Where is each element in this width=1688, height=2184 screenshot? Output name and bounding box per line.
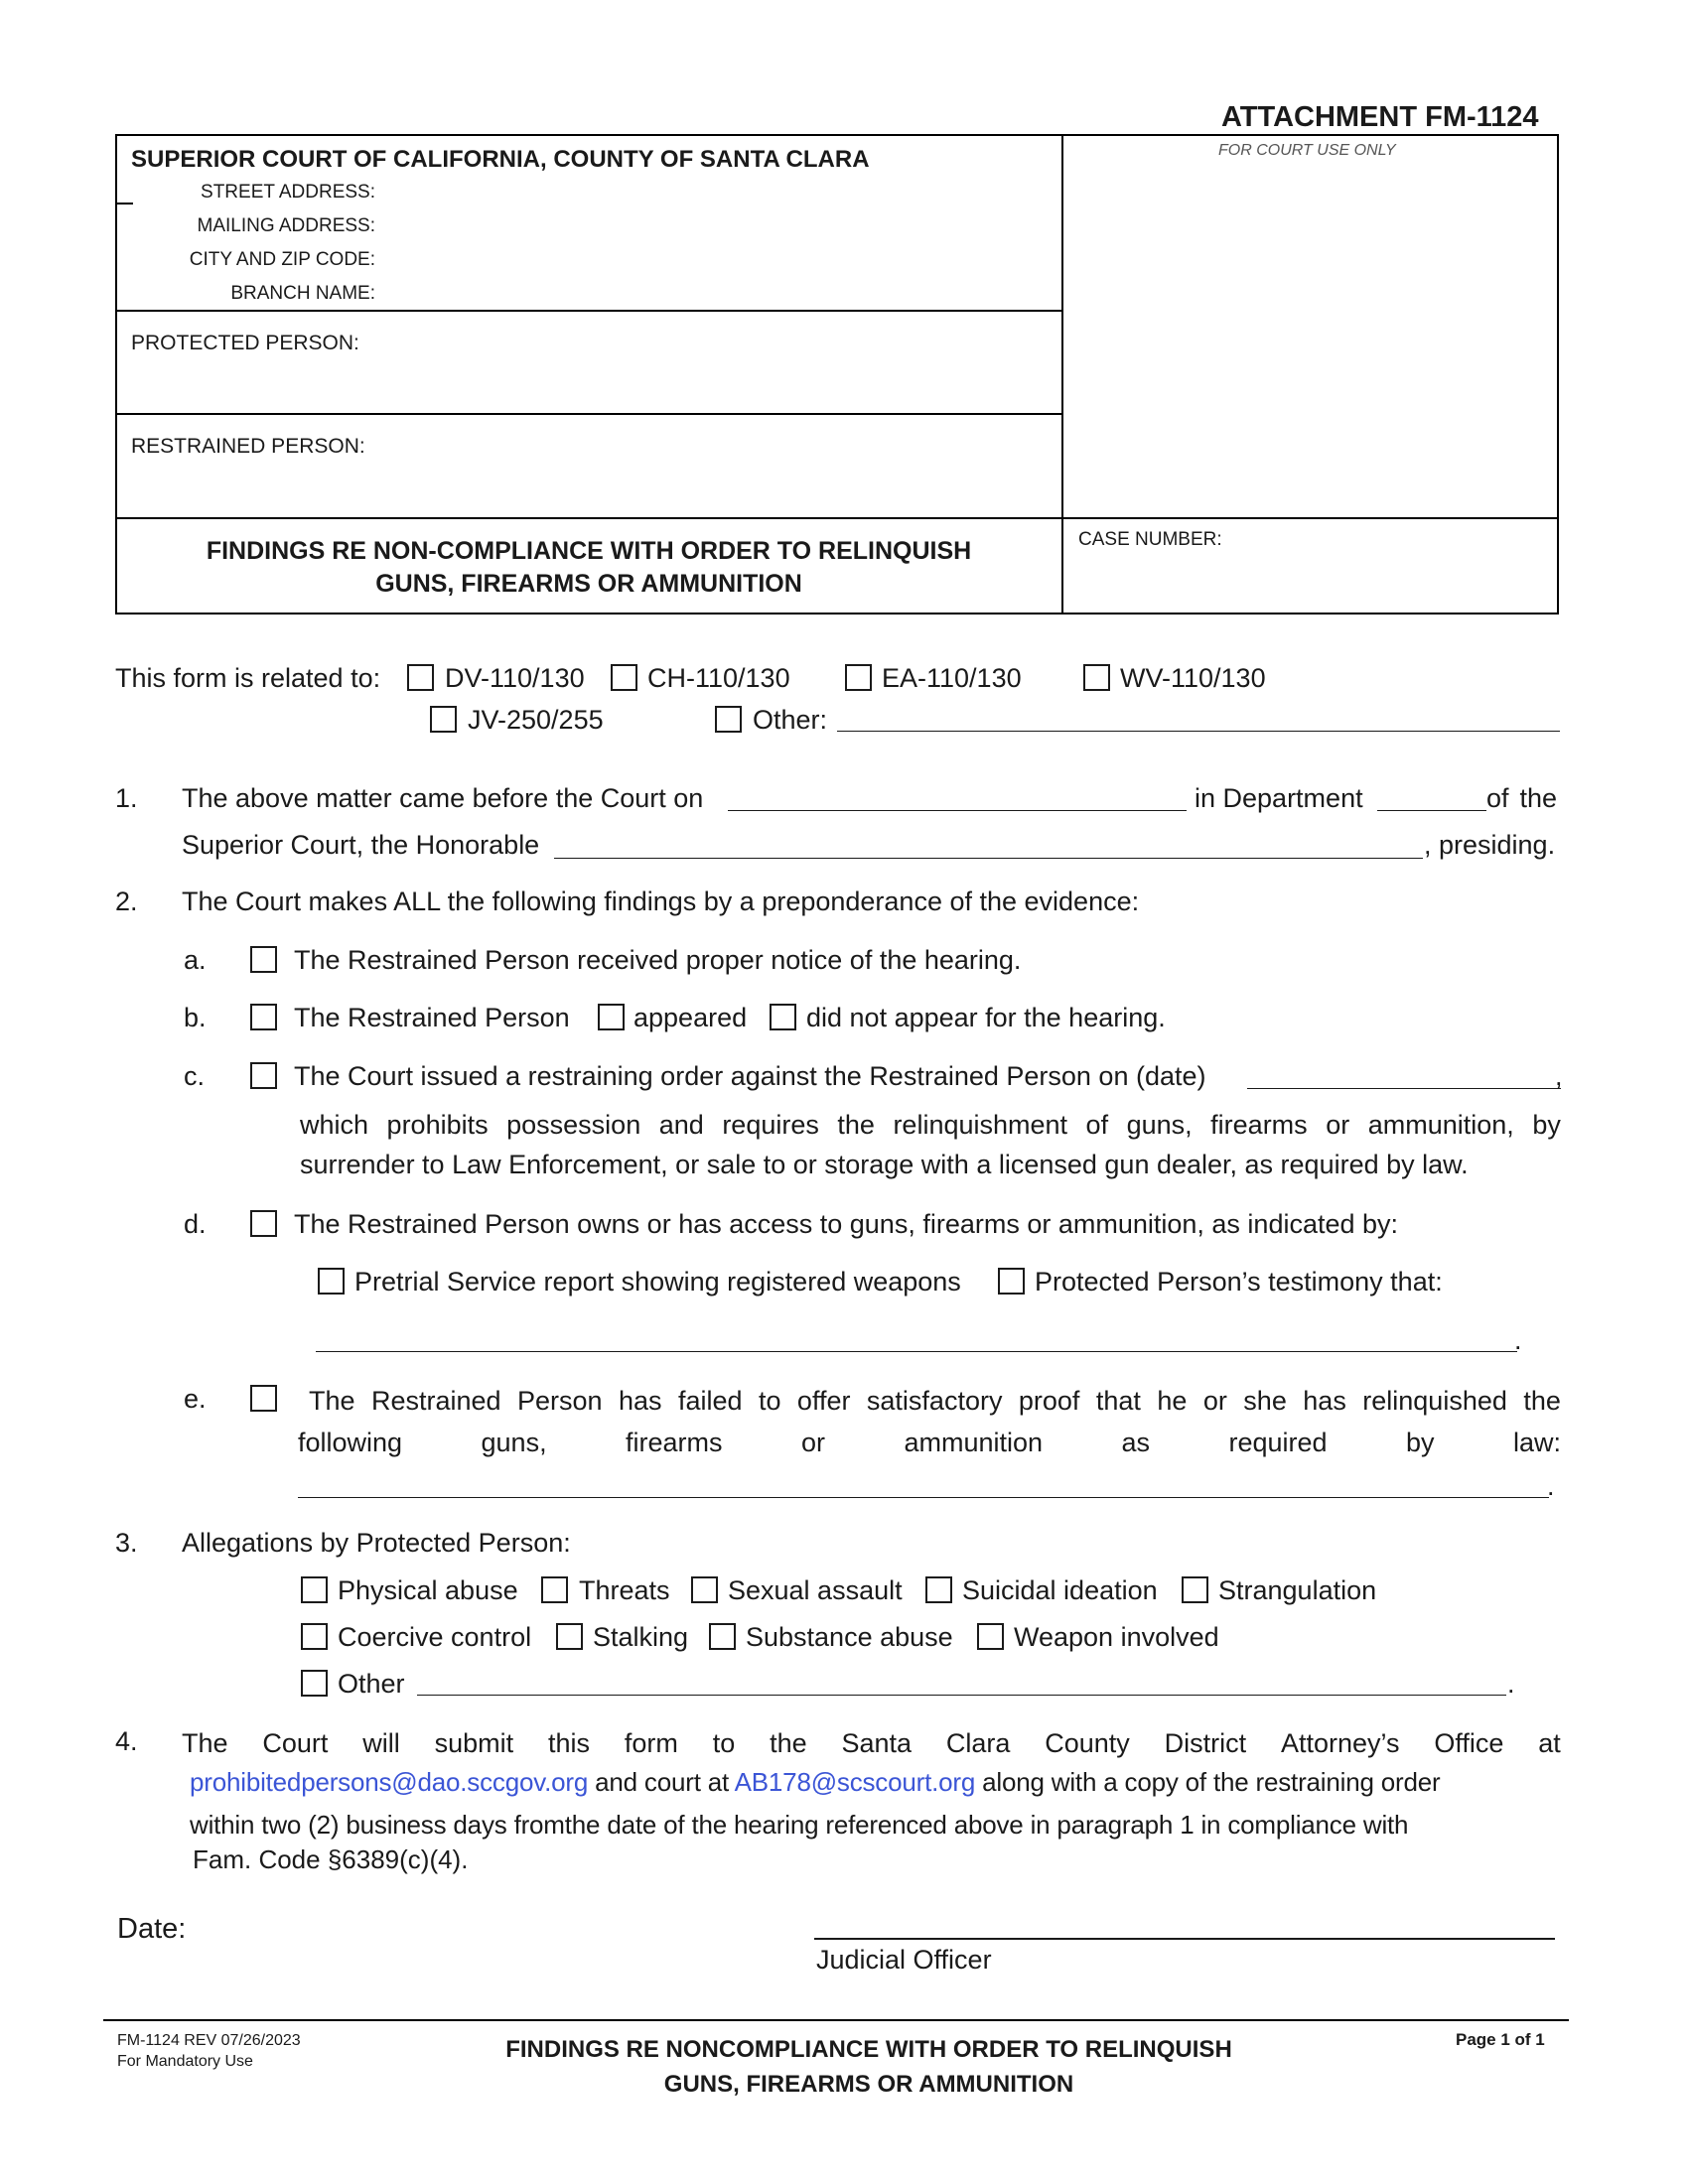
- judicial-officer-label: Judicial Officer: [816, 1945, 992, 1975]
- item1-text-a: The above matter came before the Court on: [182, 783, 704, 813]
- item1-text-d: Superior Court, the Honorable: [182, 830, 540, 860]
- item3-period: .: [1507, 1669, 1515, 1699]
- i4-w7: the: [770, 1728, 807, 1758]
- c2-w0: which: [300, 1110, 369, 1140]
- checkbox-threats[interactable]: [541, 1576, 568, 1603]
- item2e-line1: [309, 1386, 1561, 1417]
- item3-number: 3.: [115, 1528, 138, 1558]
- item2e-letter: e.: [184, 1384, 207, 1414]
- footer-title-line1: FINDINGS RE NONCOMPLIANCE WITH ORDER TO RELINQUISH: [505, 2036, 1232, 2063]
- item2e-period: .: [1547, 1471, 1555, 1501]
- c2-w11: ammunition,: [1367, 1110, 1514, 1140]
- checkbox-2d[interactable]: [250, 1210, 277, 1237]
- form-title-line1: FINDINGS RE NON-COMPLIANCE WITH ORDER TO RELINQUISH: [206, 537, 972, 565]
- form-title-line2: GUNS, FIREARMS OR AMMUNITION: [375, 570, 802, 598]
- e1-w10: he: [1157, 1386, 1188, 1416]
- c2-w4: requires: [722, 1110, 819, 1140]
- item2d-letter: d.: [184, 1209, 207, 1239]
- i4-w4: this: [547, 1728, 590, 1758]
- c2-w7: of: [1085, 1110, 1109, 1140]
- allegation-stalking: Stalking: [593, 1622, 689, 1652]
- checkbox-dv[interactable]: [407, 664, 434, 691]
- option-dv: DV-110/130: [445, 663, 585, 693]
- i4-w11: District: [1164, 1728, 1247, 1758]
- item2c-line3: surrender to Law Enforcement, or sale to or storage with a licensed gun dealer, as required by law.: [300, 1150, 1469, 1179]
- e1-w8: proof: [1018, 1386, 1080, 1416]
- judge-name-line[interactable]: [554, 858, 1423, 859]
- city-zip-label: CITY AND ZIP CODE:: [189, 249, 375, 270]
- checkbox-substance-abuse[interactable]: [709, 1623, 736, 1650]
- c2-w9: firearms: [1210, 1110, 1308, 1140]
- attachment-title: ATTACHMENT FM-1124: [1221, 101, 1539, 133]
- court-use-only: FOR COURT USE ONLY: [1218, 142, 1396, 159]
- i4-w2: will: [362, 1728, 400, 1758]
- court-email-link[interactable]: AB178@scscourt.org: [734, 1767, 976, 1797]
- caption-rule-2: [115, 413, 1062, 415]
- item1-text-b: in Department: [1195, 783, 1363, 813]
- footer-form-id: FM-1124 REV 07/26/2023: [117, 2032, 301, 2049]
- i4-w1: Court: [262, 1728, 329, 1758]
- i4-w3: submit: [434, 1728, 514, 1758]
- judicial-signature-line[interactable]: [814, 1938, 1555, 1940]
- item3-intro: Allegations by Protected Person:: [182, 1528, 571, 1558]
- e1-w0: The: [309, 1386, 355, 1416]
- i4-w6: to: [712, 1728, 736, 1758]
- other-form-line[interactable]: [837, 731, 1560, 732]
- item4-line3: within two (2) business days fromthe date of the hearing referenced above in paragraph 1 in compliance with: [190, 1810, 1409, 1840]
- item2d-opt2: Protected Person’s testimony that:: [1035, 1267, 1443, 1297]
- allegation-strangulation: Strangulation: [1218, 1575, 1377, 1605]
- e1-w9: that: [1095, 1386, 1141, 1416]
- checkbox-ch[interactable]: [611, 664, 637, 691]
- checkbox-2e[interactable]: [250, 1385, 277, 1412]
- other-allegation-line[interactable]: [417, 1695, 1506, 1696]
- item2b-not-appeared: did not appear for the hearing.: [806, 1003, 1166, 1032]
- department-line[interactable]: [1377, 810, 1486, 811]
- item2a-text: The Restrained Person received proper notice of the hearing.: [294, 945, 1022, 975]
- i4-w8: Santa: [841, 1728, 913, 1758]
- protected-person-label: PROTECTED PERSON:: [131, 332, 359, 354]
- e2-w2: firearms: [626, 1428, 723, 1457]
- checkbox-jv[interactable]: [430, 706, 457, 733]
- item2c-text: The Court issued a restraining order against the Restrained Person on (date): [294, 1061, 1206, 1091]
- c2-w2: possession: [506, 1110, 641, 1140]
- e1-w5: to: [758, 1386, 781, 1416]
- checkbox-testimony[interactable]: [998, 1268, 1025, 1295]
- checkbox-2b[interactable]: [250, 1004, 277, 1030]
- option-wv: WV-110/130: [1120, 663, 1266, 693]
- caption-divider: [1061, 134, 1063, 614]
- mailing-address-label: MAILING ADDRESS:: [197, 215, 375, 236]
- option-ea: EA-110/130: [882, 663, 1022, 693]
- e1-w11: or: [1202, 1386, 1227, 1416]
- e1-w3: has: [618, 1386, 662, 1416]
- checkbox-physical-abuse[interactable]: [301, 1576, 328, 1603]
- c2-w6: relinquishment: [893, 1110, 1068, 1140]
- order-date-line[interactable]: [1247, 1088, 1561, 1089]
- testimony-line[interactable]: [316, 1351, 1517, 1352]
- e1-w14: relinquished: [1362, 1386, 1507, 1416]
- case-number-label: CASE NUMBER:: [1078, 529, 1222, 550]
- c2-w5: the: [837, 1110, 875, 1140]
- e1-w13: has: [1303, 1386, 1346, 1416]
- e1-w12: she: [1243, 1386, 1287, 1416]
- checkbox-sexual-assault[interactable]: [691, 1576, 718, 1603]
- c2-w8: guns,: [1126, 1110, 1193, 1140]
- item2c-letter: c.: [184, 1061, 206, 1091]
- caption-tick: [117, 203, 133, 205]
- relinquish-line[interactable]: [298, 1497, 1549, 1498]
- allegation-sexual-assault: Sexual assault: [728, 1575, 903, 1605]
- e2-w1: guns,: [481, 1428, 547, 1457]
- caption-rule-1: [115, 310, 1062, 312]
- related-label: This form is related to:: [115, 663, 381, 693]
- checkbox-strangulation[interactable]: [1182, 1576, 1208, 1603]
- footer-title-line2: GUNS, FIREARMS OR AMMUNITION: [663, 2071, 1074, 2098]
- i4-w5: form: [624, 1728, 678, 1758]
- item2d-opt1: Pretrial Service report showing registered weapons: [354, 1267, 961, 1297]
- item2b-letter: b.: [184, 1003, 207, 1032]
- checkbox-coercive-control[interactable]: [301, 1623, 328, 1650]
- item2b-text: The Restrained Person: [294, 1003, 570, 1032]
- e2-w3: or: [801, 1428, 826, 1457]
- e1-w6: offer: [796, 1386, 851, 1416]
- checkbox-pretrial-report[interactable]: [318, 1268, 345, 1295]
- option-ch: CH-110/130: [647, 663, 790, 693]
- item2d-text: The Restrained Person owns or has access to guns, firearms or ammunition, as indicated by:: [294, 1209, 1399, 1239]
- checkbox-suicidal-ideation[interactable]: [925, 1576, 952, 1603]
- e1-w1: Restrained: [370, 1386, 501, 1416]
- i4-w12: Attorney’s: [1280, 1728, 1400, 1758]
- allegation-coercive-control: Coercive control: [338, 1622, 532, 1652]
- i4-w9: Clara: [945, 1728, 1011, 1758]
- checkbox-ea[interactable]: [845, 664, 872, 691]
- date-label: Date:: [117, 1913, 187, 1945]
- e2-w0: following: [298, 1428, 403, 1457]
- item1-text-c: of the: [1486, 783, 1558, 813]
- checkbox-stalking[interactable]: [556, 1623, 583, 1650]
- i4-w10: County: [1045, 1728, 1130, 1758]
- item2c-comma: ,: [1555, 1061, 1563, 1091]
- e1-w7: satisfactory: [866, 1386, 1003, 1416]
- e2-w7: by: [1405, 1428, 1435, 1457]
- court-name: SUPERIOR COURT OF CALIFORNIA, COUNTY OF SANTA CLARA: [131, 146, 870, 173]
- item1-text-e: , presiding.: [1424, 830, 1556, 860]
- item2-number: 2.: [115, 887, 138, 916]
- checkbox-weapon-involved[interactable]: [977, 1623, 1004, 1650]
- hearing-date-line[interactable]: [728, 810, 1187, 811]
- checkbox-2a[interactable]: [250, 946, 277, 973]
- branch-name-label: BRANCH NAME:: [230, 283, 375, 304]
- footer-rule: [103, 2019, 1569, 2021]
- item4-tail-text: along with a copy of the restraining order: [982, 1767, 1441, 1797]
- checkbox-appeared[interactable]: [598, 1004, 625, 1030]
- e1-w15: the: [1523, 1386, 1561, 1416]
- item4-mid-text: and court at: [595, 1767, 730, 1797]
- option-other: Other:: [753, 705, 828, 735]
- allegation-physical-abuse: Physical abuse: [338, 1575, 518, 1605]
- e2-w6: required: [1228, 1428, 1328, 1457]
- i4-w13: Office: [1434, 1728, 1504, 1758]
- c2-w12: by: [1532, 1110, 1561, 1140]
- item2b-appeared: appeared: [633, 1003, 748, 1032]
- da-email-link[interactable]: prohibitedpersons@dao.sccgov.org: [190, 1767, 589, 1797]
- e2-w4: ammunition: [904, 1428, 1044, 1457]
- caption-rule-3: [115, 517, 1559, 519]
- item4-number: 4.: [115, 1726, 138, 1756]
- checkbox-other-form[interactable]: [715, 706, 742, 733]
- item2d-period: .: [1514, 1325, 1522, 1355]
- c2-w10: or: [1326, 1110, 1350, 1140]
- item2e-line2: [298, 1428, 1561, 1458]
- allegation-threats: Threats: [579, 1575, 670, 1605]
- checkbox-2c[interactable]: [250, 1062, 277, 1089]
- restrained-person-label: RESTRAINED PERSON:: [131, 435, 365, 458]
- item2a-letter: a.: [184, 945, 207, 975]
- item2-intro: The Court makes ALL the following findings by a preponderance of the evidence:: [182, 887, 1140, 916]
- street-address-label: STREET ADDRESS:: [201, 182, 375, 203]
- i4-w14: at: [1538, 1728, 1561, 1758]
- c2-w1: prohibits: [386, 1110, 489, 1140]
- i4-w0: The: [182, 1728, 228, 1758]
- e1-w2: Person: [516, 1386, 603, 1416]
- allegation-substance-abuse: Substance abuse: [746, 1622, 953, 1652]
- footer-page: Page 1 of 1: [1456, 2030, 1545, 2049]
- allegation-suicidal-ideation: Suicidal ideation: [962, 1575, 1158, 1605]
- checkbox-other-allegation[interactable]: [301, 1670, 328, 1697]
- item4-line1: [182, 1728, 1561, 1759]
- allegation-weapon-involved: Weapon involved: [1014, 1622, 1219, 1652]
- c2-w3: and: [658, 1110, 704, 1140]
- e2-w8: law:: [1512, 1428, 1561, 1457]
- e1-w4: failed: [677, 1386, 743, 1416]
- item1-number: 1.: [115, 783, 138, 813]
- checkbox-did-not-appear[interactable]: [770, 1004, 796, 1030]
- e2-w5: as: [1121, 1428, 1151, 1457]
- item2c-line2: [300, 1110, 1561, 1141]
- checkbox-wv[interactable]: [1083, 664, 1110, 691]
- item4-line2: [190, 1769, 1440, 1795]
- option-jv: JV-250/255: [468, 705, 604, 735]
- item4-line4: Fam. Code §6389(c)(4).: [193, 1844, 469, 1874]
- allegation-other: Other: [338, 1669, 405, 1699]
- footer-mandatory: For Mandatory Use: [117, 2053, 253, 2070]
